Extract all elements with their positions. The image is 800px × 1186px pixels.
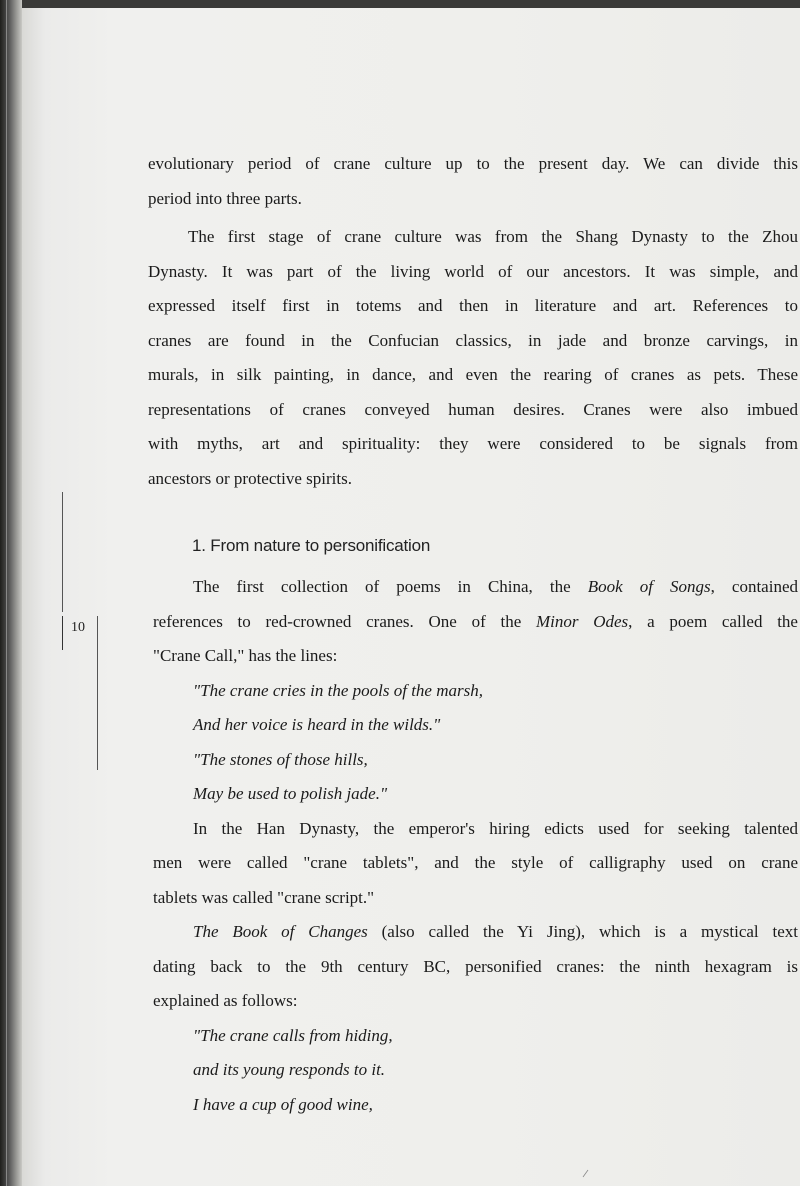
margin-rule xyxy=(62,616,63,650)
page-number: 10 xyxy=(71,620,85,635)
poem-line: "The crane calls from hiding, xyxy=(193,1025,393,1045)
paragraph-2 xyxy=(148,220,798,496)
text-line: ancestors or protective spirits. xyxy=(148,468,352,488)
text-line: "Crane Call," has the lines: xyxy=(153,646,338,665)
book-title: Book of Songs xyxy=(587,577,711,596)
text-line: cranes are found in the Confucian classics, in jade and bronze carvings, in xyxy=(148,330,798,350)
text-line: The first stage of crane culture was from the Shang Dynasty to the Zhou xyxy=(188,227,798,246)
paragraph-1 xyxy=(148,147,798,216)
text-line: tablets was called "crane script." xyxy=(153,887,375,907)
text-line: The Book of Changes (also called the Yi Jing), which is a mystical text xyxy=(193,922,798,941)
poem-line: "The stones of those hills, xyxy=(193,749,368,769)
text-line: evolutionary period of crane culture up to the present day. We can divide this xyxy=(148,154,798,173)
text-line: In the Han Dynasty, the emperor's hiring edicts used for seeking talented xyxy=(193,818,798,838)
book-page xyxy=(22,8,800,1186)
text-line: expressed itself first in totems and then in literature and art. References to xyxy=(148,296,798,315)
pencil-mark xyxy=(582,1168,590,1178)
poem-line: and its young responds to it. xyxy=(193,1060,386,1079)
poem-line: "The crane cries in the pools of the marsh, xyxy=(193,680,483,700)
text-line: men were called "crane tablets", and the style of calligraphy used on crane xyxy=(153,853,798,872)
margin-rule xyxy=(97,616,98,770)
margin-rule xyxy=(62,492,63,612)
text-line: references to red-crowned cranes. One of the Minor Odes, a poem called the xyxy=(153,611,798,631)
book-spine-shadow xyxy=(0,0,22,1186)
book-title: The Book of Changes xyxy=(193,922,368,941)
text-line: dating back to the 9th century BC, personified cranes: the ninth hexagram is xyxy=(153,956,798,976)
section-heading: 1. From nature to personification xyxy=(192,536,431,555)
text-line: murals, in silk painting, in dance, and even the rearing of cranes as pets. These xyxy=(148,365,798,384)
text-line: The first collection of poems in China, the Book of Songs, contained xyxy=(193,577,798,596)
text-line: Dynasty. It was part of the living world of our ancestors. It was simple, and xyxy=(148,261,798,281)
poem-line: And her voice is heard in the wilds." xyxy=(193,715,441,734)
text-line: representations of cranes conveyed human desires. Cranes were also imbued xyxy=(148,399,798,419)
text-line: with myths, art and spirituality: they were considered to be signals from xyxy=(148,434,798,453)
section-text xyxy=(153,570,798,1122)
text-line: period into three parts. xyxy=(148,188,302,208)
poem-line: May be used to polish jade." xyxy=(193,784,388,803)
poem-title: Minor Odes xyxy=(535,611,629,631)
poem-line: I have a cup of good wine, xyxy=(193,1094,373,1114)
text-line: explained as follows: xyxy=(153,991,298,1010)
